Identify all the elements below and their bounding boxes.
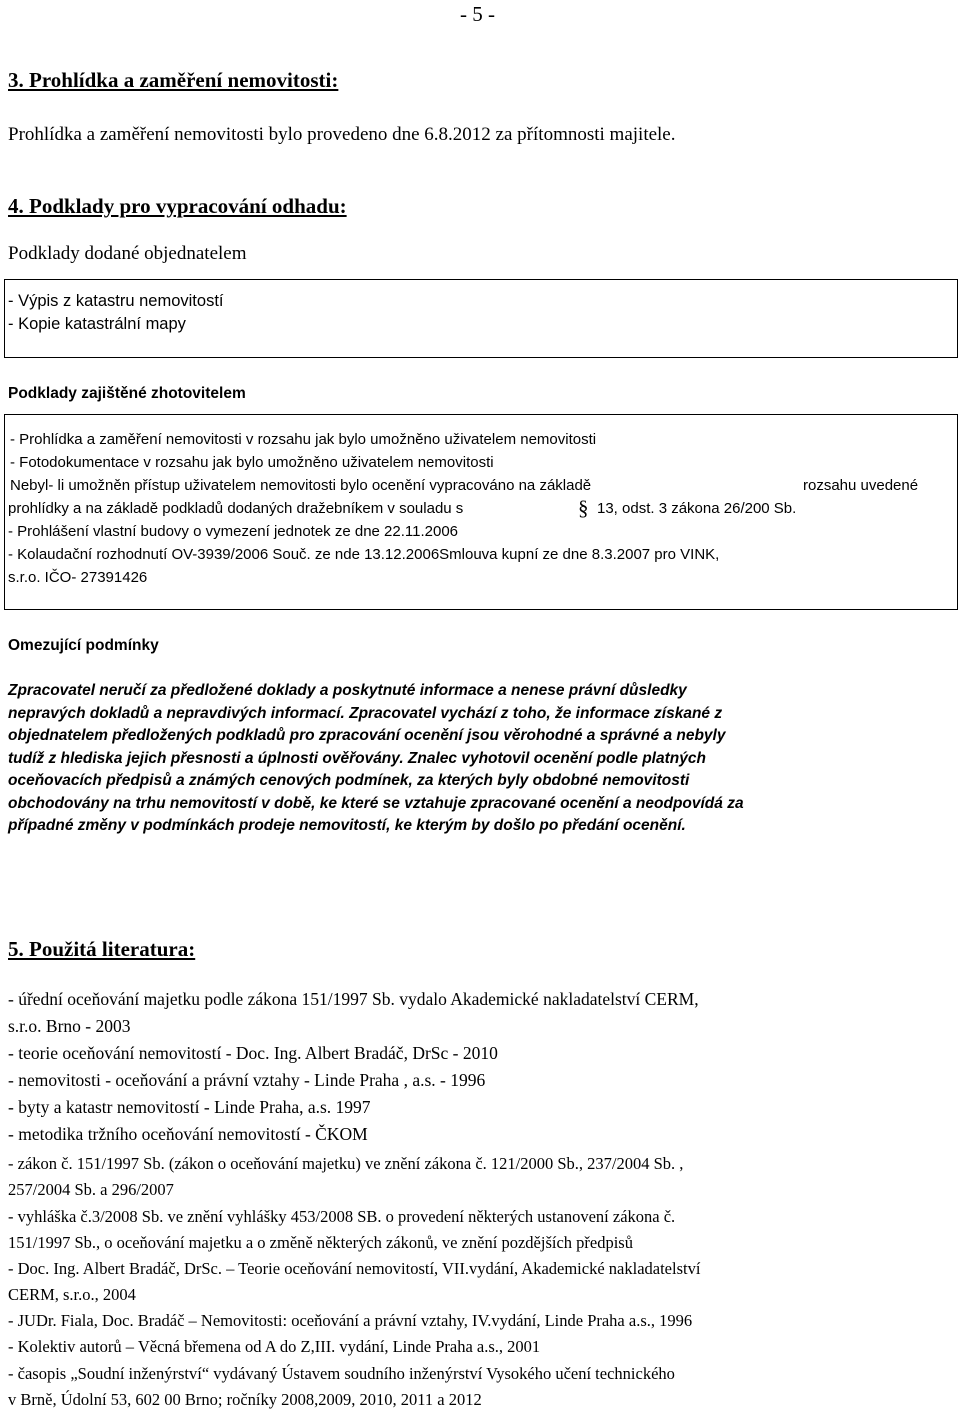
contractor-docs-title: Podklady zajištěné zhotovitelem [8,385,246,402]
limits-line: obchodovány na trhu nemovitostí v době, ke které se vztahuje zpracované ocenění a neodpovídá za [8,795,744,812]
contractor-doc-item: - Prohlídka a zaměření nemovitosti v rozsahu jak bylo umožněno uživatelem nemovitosti [10,431,597,448]
section-5-heading: 5. Použitá literatura: [8,937,196,961]
literature-line: 151/1997 Sb., o oceňování majetku a o změně některých zákonů, ve znění pozdějších předpisů [8,1233,633,1252]
contractor-doc-item: Nebyl- li umožněn přístup uživatelem nemovitosti bylo ocenění vypracováno na základě [10,477,592,494]
contractor-doc-item: s.r.o. IČO- 27391426 [8,569,148,586]
client-docs-title: Podklady dodané objednatelem [8,243,247,264]
section-4-heading: 4. Podklady pro vypracování odhadu: [8,194,347,218]
paragraph-sign: § [578,496,589,520]
limits-line: oceňovacích předpisů a známých cenových podmínek, za kterých byly obdobné nemovitosti [8,772,690,789]
limits-line: objednatelem předložených podkladů pro zpracování ocenění jsou věrohodné a správné a nebyly [8,727,726,744]
literature-line: - metodika tržního oceňování nemovitostí - ČKOM [8,1124,368,1144]
literature-line: - úřední oceňování majetku podle zákona 151/1997 Sb. vydalo Akademické nakladatelství CERM, [8,989,699,1009]
contractor-doc-item: rozsahu uvedené [803,477,919,494]
literature-line: - byty a katastr nemovitostí - Linde Praha, a.s. 1997 [8,1097,371,1117]
limits-line: případné změny v podmínkách prodeje nemovitostí, ke kterým by došlo po předání ocenění. [8,817,686,834]
limits-line: nepravých dokladů a nepravdivých informací. Zpracovatel vychází z toho, že informace získané z [8,705,723,722]
client-doc-item: - Kopie katastrální mapy [8,315,186,333]
literature-line: - teorie oceňování nemovitostí - Doc. Ing. Albert Bradáč, DrSc - 2010 [8,1043,498,1063]
literature-line: s.r.o. Brno - 2003 [8,1016,131,1036]
section-3-text: Prohlídka a zaměření nemovitosti bylo provedeno dne 6.8.2012 za přítomnosti majitele. [8,124,676,145]
literature-line: v Brně, Údolní 53, 602 00 Brno; ročníky 2008,2009, 2010, 2011 a 2012 [8,1390,482,1409]
literature-line: - Doc. Ing. Albert Bradáč, DrSc. – Teorie oceňování nemovitostí, VII.vydání, Akademické nakladatelství [8,1259,701,1278]
literature-line: CERM, s.r.o., 2004 [8,1285,136,1304]
limits-title: Omezující podmínky [8,637,159,654]
contractor-doc-item: 13, odst. 3 zákona 26/200 Sb. [597,500,797,517]
limits-line: Zpracovatel neručí za předložené doklady a poskytnuté informace a nenese právní důsledky [8,682,687,699]
literature-line: - JUDr. Fiala, Doc. Bradáč – Nemovitosti: oceňování a právní vztahy, IV.vydání, Linde Praha a.s., 1996 [8,1311,693,1330]
contractor-doc-item: prohlídky a na základě podkladů dodaných dražebníkem v souladu s [8,500,464,517]
literature-line: - Kolektiv autorů – Věcná břemena od A do Z,III. vydání, Linde Praha a.s., 2001 [8,1337,541,1356]
contractor-doc-item: - Fotodokumentace v rozsahu jak bylo umožněno uživatelem nemovitosti [10,454,494,471]
literature-line: 257/2004 Sb. a 296/2007 [8,1180,174,1199]
contractor-doc-item: - Kolaudační rozhodnutí OV-3939/2006 Souč. ze nde 13.12.2006Smlouva kupní ze dne 8.3.2007 pro VINK, [8,546,720,563]
client-doc-item: - Výpis z katastru nemovitostí [8,292,224,310]
literature-line: - nemovitosti - oceňování a právní vztahy - Linde Praha , a.s. - 1996 [8,1070,486,1090]
section-3-heading: 3. Prohlídka a zaměření nemovitosti: [8,68,339,92]
literature-line: - zákon č. 151/1997 Sb. (zákon o oceňování majetku) ve znění zákona č. 121/2000 Sb., 237/2004 Sb. , [8,1154,684,1173]
literature-line: - časopis „Soudní inženýrství“ vydávaný Ústavem soudního inženýrství Vysokého učení technického [8,1364,675,1383]
limits-line: tudíž z hlediska jejich přesnosti a úplnosti ověřovány. Znalec vyhotovil ocenění podle platných [8,750,706,767]
contractor-doc-item: - Prohlášení vlastní budovy o vymezení jednotek ze dne 22.11.2006 [8,523,459,540]
literature-line: - vyhláška č.3/2008 Sb. ve znění vyhlášky 453/2008 SB. o provedení některých ustanovení zákona č. [8,1207,676,1226]
page-number: - 5 - [460,2,495,26]
